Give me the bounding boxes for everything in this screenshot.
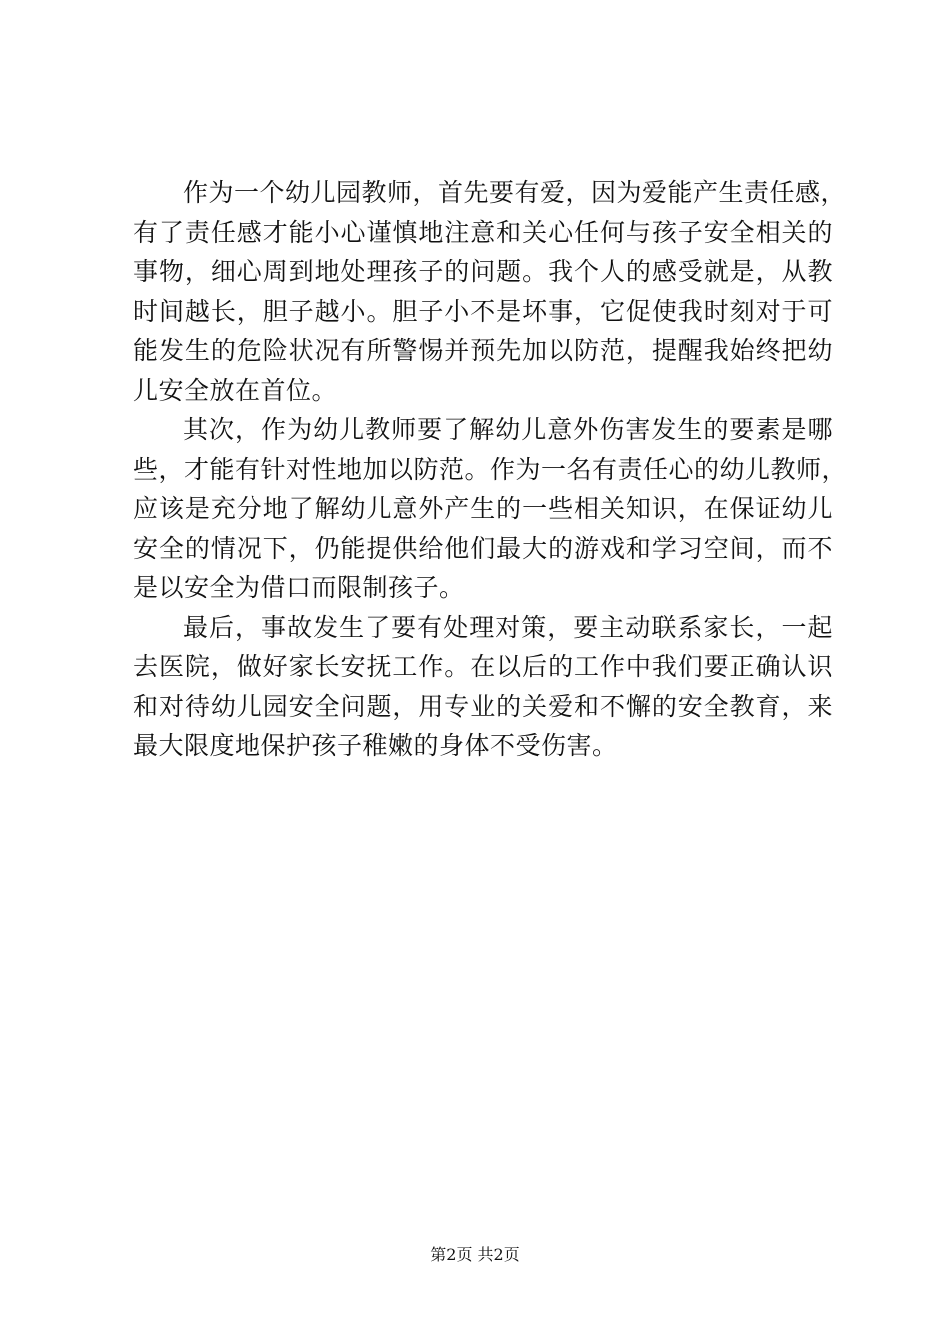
paragraph-line: 能发生的危险状况有所警惕并预先加以防范，提醒我始终把幼 bbox=[133, 336, 833, 365]
paragraph-line: 和对待幼儿园安全问题，用专业的关爱和不懈的安全教育，来 bbox=[133, 691, 833, 721]
paragraph-line: 最后，事故发生了要有处理对策，要主动联系家长，一起 bbox=[183, 612, 833, 642]
paragraph-line: 些，才能有针对性地加以防范。作为一名有责任心的幼儿教师， bbox=[133, 454, 848, 484]
paragraph-line: 作为一个幼儿园教师，首先要有爱，因为爱能产生责任感， bbox=[183, 178, 847, 207]
paragraph-line: 儿安全放在首位。 bbox=[133, 375, 338, 405]
paragraph-line: 其次，作为幼儿教师要了解幼儿意外伤害发生的要素是哪 bbox=[183, 415, 833, 444]
paragraph-line: 是以安全为借口而限制孩子。 bbox=[133, 573, 465, 602]
paragraph-line: 安全的情况下，仍能提供给他们最大的游戏和学习空间，而不 bbox=[133, 533, 833, 563]
paragraph-line: 应该是充分地了解幼儿意外产生的一些相关知识，在保证幼儿 bbox=[133, 494, 833, 523]
body-text bbox=[133, 173, 848, 766]
paragraph-line: 有了责任感才能小心谨慎地注意和关心任何与孩子安全相关的 bbox=[133, 217, 833, 247]
paragraph-3 bbox=[133, 608, 833, 766]
paragraph-line: 事物，细心周到地处理孩子的问题。我个人的感受就是，从教 bbox=[133, 257, 833, 286]
paragraph-2 bbox=[133, 410, 848, 608]
paragraph-1 bbox=[133, 173, 847, 410]
page-footer bbox=[0, 1244, 950, 1266]
page-number-label: 第2页 共2页 bbox=[430, 1245, 520, 1264]
paragraph-line: 去医院，做好家长安抚工作。在以后的工作中我们要正确认识 bbox=[133, 652, 833, 681]
paragraph-line: 时间越长，胆子越小。胆子小不是坏事，它促使我时刻对于可 bbox=[133, 296, 833, 326]
paragraph-line: 最大限度地保护孩子稚嫩的身体不受伤害。 bbox=[133, 731, 618, 760]
